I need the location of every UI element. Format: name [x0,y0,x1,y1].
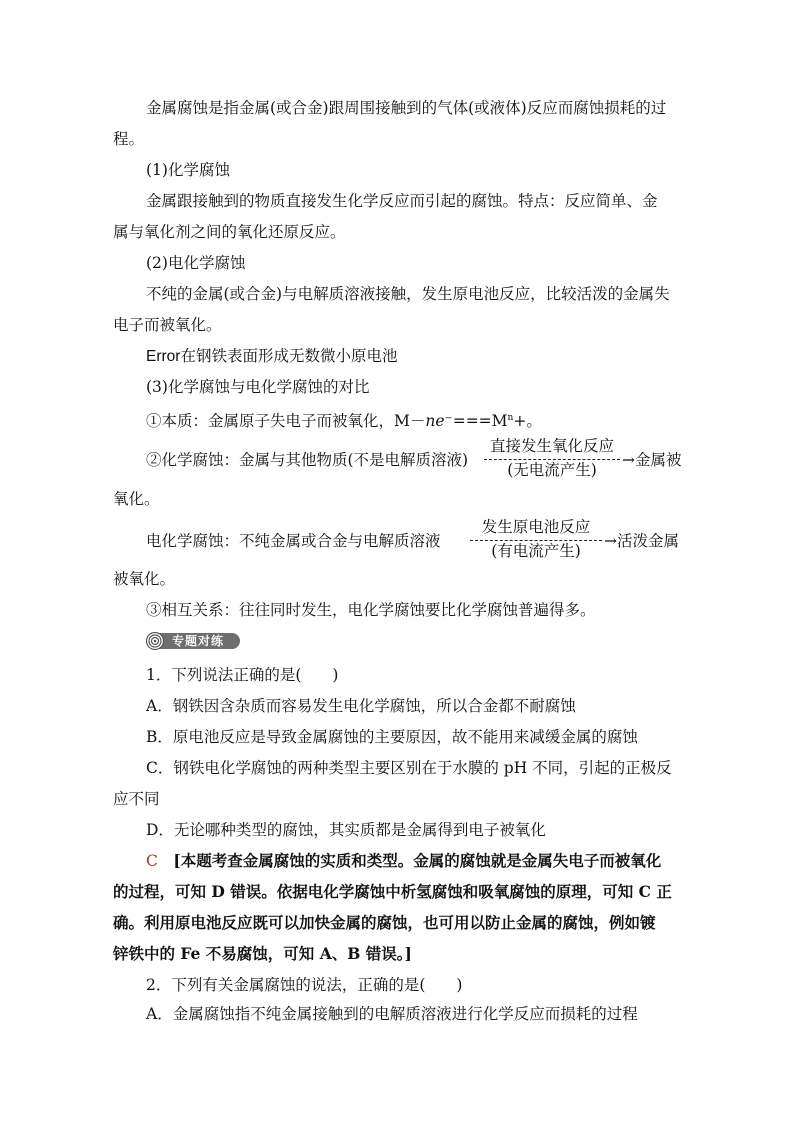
q2-stem: 2．下列有关金属腐蚀的说法，正确的是( ) [146,976,463,994]
badge-label: 专题对练 [172,634,225,648]
answer1-line-2: 的过程，可知 D 错误。依据电化学腐蚀中析氢腐蚀和吸氧腐蚀的原理，可知 C 正 [113,882,672,901]
electro-arrow-condition [470,517,602,561]
essence-mid: ⁻===M [444,412,508,431]
q1-stem: 1．下列说法正确的是( ) [146,666,339,684]
q2-option-a: A．金属腐蚀指不纯金属接触到的电解质溶液进行化学反应而损耗的过程 [146,1005,638,1023]
chemical-heading: (1)化学腐蚀 [146,161,230,179]
chemical-line-2: 属与氧化剂之间的氧化还原反应。 [113,223,346,241]
electro-line-1: 不纯的金属(或合金)与电解质溶液接触，发生原电池反应，比较活泼的金属失 [146,285,670,303]
electro-line-2: 电子而被氧化。 [113,316,222,334]
answer1-line-1 [146,850,661,872]
electro-arrow-top: 发生原电池反应 [481,518,591,536]
chem-corrosion-pre: ②化学腐蚀：金属与其他物质(不是电解质溶液) [146,451,469,469]
answer-letter: C [146,852,158,870]
answer1-line-4: 锌铁中的 Fe 不易腐蚀，可知 A、B 错误。] [113,944,412,963]
q1-option-c-line-2: 应不同 [113,790,160,808]
electro-arrow-bottom: (有电流产生) [491,542,581,560]
chem-arrow-top: 直接发生氧化反应 [489,437,614,455]
chemical-line-1: 金属跟接触到的物质直接发生化学反应而引起的腐蚀。特点：反应简单、金 [146,192,658,210]
chem-arrow-condition [484,436,620,480]
q1-option-b: B．原电池反应是导致金属腐蚀的主要原因，故不能用来减缓金属的腐蚀 [146,728,638,746]
chem-corrosion-post: →金属被 [622,451,682,469]
q1-option-a: A．钢铁因含杂质而容易发生电化学腐蚀，所以合金都不耐腐蚀 [146,697,576,715]
q1-option-c-line-1: C．钢铁电化学腐蚀的两种类型主要区别在于水膜的 pH 不同，引起的正极反 [146,759,672,777]
electro-arrow-bar [470,540,602,541]
section-badge [146,632,240,650]
error-rest: 在钢铁表面形成无数微小原电池 [180,347,398,365]
target-icon [146,632,166,652]
error-line [146,345,397,368]
answer1-text-1: [本题考查金属腐蚀的实质和类型。金属的腐蚀就是金属失电子而被氧化 [157,851,662,870]
answer1-line-3: 确。利用原电池反应既可以加快金属的腐蚀，也可用以防止金属的腐蚀，例如镀 [113,913,656,932]
essence-pre: ①本质：金属原子失电子而被氧化，M－ [146,412,426,431]
q1-option-d: D．无论哪种类型的腐蚀，其实质都是金属得到电子被氧化 [146,821,546,839]
intro-line-1: 金属腐蚀是指金属(或合金)跟周围接触到的气体(或液体)反应而腐蚀损耗的过 [146,99,667,117]
chem-arrow-bottom: (无电流产生) [507,461,597,479]
electro-corrosion-post: →活泼金属 [604,532,679,550]
electro-corrosion-pre: 电化学腐蚀：不纯金属或合金与电解质溶液 [146,532,441,550]
compare-heading: (3)化学腐蚀与电化学腐蚀的对比 [146,378,370,396]
essence-line [146,407,542,432]
essence-post: +。 [513,412,542,431]
chem-corrosion-line-2: 氧化。 [113,490,160,508]
essence-n: ne [425,412,445,431]
electro-corrosion-line-2: 被氧化。 [113,570,176,588]
chem-arrow-bar [484,459,620,460]
intro-line-2: 程。 [113,130,145,148]
essence-sup: n [507,413,514,423]
electro-heading: (2)电化学腐蚀 [146,254,246,272]
error-text: Error [146,348,181,365]
relation-line: ③相互关系：往往同时发生，电化学腐蚀要比化学腐蚀普遍得多。 [146,601,596,619]
